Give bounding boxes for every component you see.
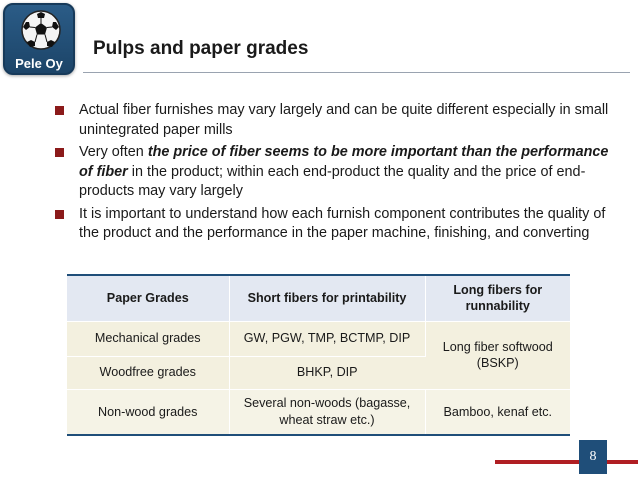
slide-title: Pulps and paper grades xyxy=(93,38,309,59)
bullet-square-icon xyxy=(55,148,64,157)
company-logo xyxy=(3,3,75,75)
bullet-item xyxy=(55,143,615,202)
bullet-list xyxy=(55,101,615,247)
logo-text: Pele Oy xyxy=(15,56,63,71)
page-number: 8 xyxy=(579,440,607,474)
bullet-emphasis: the price of fiber seems to be more important than the performance of fiber xyxy=(79,144,609,180)
table-row xyxy=(67,321,570,356)
table-cell: Non-wood grades xyxy=(67,389,229,435)
bullet-text: It is important to understand how each furnish component contributes the quality of the product and the performance in the paper machine, finishing, and converting xyxy=(79,205,606,241)
column-header: Long fibers for runnability xyxy=(425,275,570,321)
column-header: Paper Grades xyxy=(67,275,229,321)
soccer-ball-icon xyxy=(20,9,62,51)
table-row xyxy=(67,389,570,435)
table-cell: Woodfree grades xyxy=(67,356,229,389)
footer-accent-line xyxy=(495,460,638,464)
bullet-square-icon xyxy=(55,210,64,219)
fiber-table xyxy=(67,274,570,436)
column-header: Short fibers for printability xyxy=(229,275,425,321)
table-cell: Several non-woods (bagasse, wheat straw etc.) xyxy=(229,389,425,435)
table-header-row xyxy=(67,275,570,321)
table-cell: Bamboo, kenaf etc. xyxy=(425,389,570,435)
table-cell: BHKP, DIP xyxy=(229,356,425,389)
merged-table-cell: Long fiber softwood (BSKP) xyxy=(425,321,570,389)
bullet-text-suffix: in the product; within each end-product the quality and the price of end-products may vary largely xyxy=(79,163,586,199)
bullet-square-icon xyxy=(55,106,64,115)
bullet-item xyxy=(55,101,615,140)
bullet-text: Actual fiber furnishes may vary largely and can be quite different especially in small unintegrated paper mills xyxy=(79,102,609,138)
title-divider xyxy=(83,72,630,73)
table-cell: Mechanical grades xyxy=(67,321,229,356)
bullet-item xyxy=(55,205,615,244)
bullet-text-prefix: Very often xyxy=(79,144,148,160)
table-cell: GW, PGW, TMP, BCTMP, DIP xyxy=(229,321,425,356)
